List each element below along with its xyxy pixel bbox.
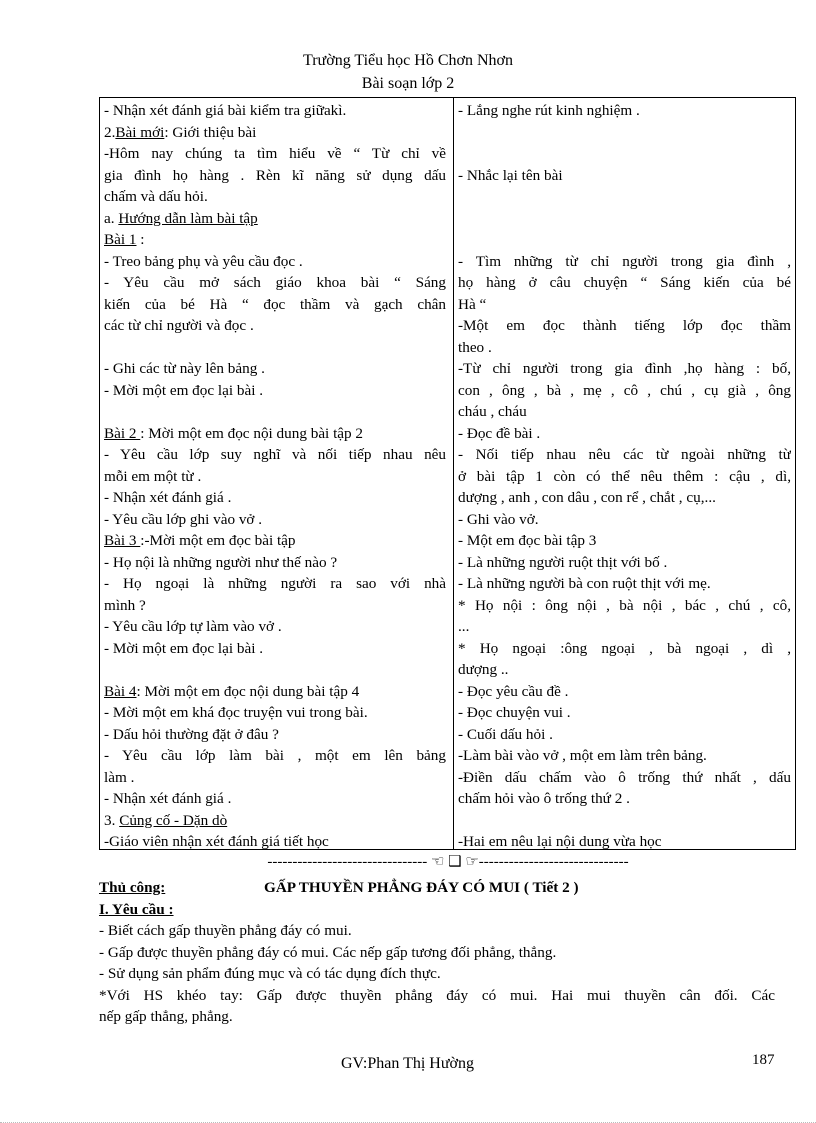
student-activity-line: - Đọc đề bài .: [458, 424, 541, 442]
teacher-activity-line: Bài 4: Mời một em đọc nội dung bài tập 4: [104, 682, 360, 700]
requirements-heading: I. Yêu cầu :: [99, 901, 174, 918]
teacher-activity-line: - Yêu cầu lớp tự làm vào vở .: [104, 618, 282, 635]
section-title: GẤP THUYỀN PHẲNG ĐÁY CÓ MUI ( Tiết 2 ): [264, 879, 579, 896]
teacher-activity-line: [104, 337, 446, 359]
underlined-heading: Bài mới: [115, 123, 165, 141]
underlined-heading: Bài 4: [104, 682, 137, 700]
student-activity-line: [458, 810, 791, 832]
lesson-table: [99, 97, 796, 850]
teacher-activity-line: - Nhận xét đánh giá .: [104, 489, 232, 506]
requirement-item: - Gấp được thuyền phẳng đáy có mui. Các nếp gấp tương đối phẳng, thẳng.: [99, 943, 557, 961]
teacher-activity-line: - Mời một em đọc lại bài .: [104, 639, 264, 657]
teacher-activity-line: Bài 3 :-Mời một em đọc bài tập: [104, 532, 296, 549]
teacher-activity-line: [104, 659, 446, 681]
student-activity-line: dượng , anh , con dâu , con rể , chắt , cụ,...: [458, 489, 716, 506]
section-heading-line: [99, 877, 799, 899]
student-activity-line: -Hai em nêu lại nội dung vừa học: [458, 833, 662, 850]
teacher-activity-line: - Nhận xét đánh giá bài kiểm tra giữakì.: [104, 102, 347, 119]
teacher-activity-line: - Nhận xét đánh giá .: [104, 790, 232, 807]
student-activity-line: - Tìm những từ chỉ người trong gia đình ,: [458, 252, 791, 270]
teacher-name: GV:Phan Thị Hường: [341, 1055, 474, 1072]
student-activity-line: ...: [458, 618, 470, 635]
student-activity-line: - Nhắc lại tên bài: [458, 166, 563, 184]
underlined-heading: Bài 1: [104, 231, 137, 248]
teacher-activity-line: - Mời một em khá đọc truyện vui trong bài.: [104, 704, 368, 721]
student-activities-column: [458, 100, 791, 853]
requirement-item: - Sử dụng sản phẩm đúng mục và có tác dụng đích thực.: [99, 965, 441, 982]
teacher-activity-line: - Yêu cầu lớp suy nghĩ và nối tiếp nhau nêu: [104, 446, 446, 463]
lesson-title: Bài soạn lớp 2: [361, 75, 455, 92]
teacher-activity-line: - Mời một em đọc lại bài .: [104, 381, 264, 399]
student-activity-line: [458, 122, 791, 144]
teacher-activity-line: mình ?: [104, 596, 146, 614]
page-number: 187: [752, 1052, 775, 1068]
teacher-activity-line: gia đình họ hàng . Rèn kĩ năng sử dụng dấu: [104, 166, 446, 184]
teacher-activity-line: - Dấu hỏi thường đặt ở đâu ?: [104, 725, 279, 743]
student-activity-line: - Nối tiếp nhau nêu các từ ngoài những từ: [458, 446, 791, 463]
teacher-activity-line: Bài 2 : Mời một em đọc nội dung bài tập 2: [104, 424, 364, 442]
teacher-activity-line: 2.Bài mới: Giới thiệu bài: [104, 123, 257, 141]
underlined-heading: Hướng dẫn làm bài tập: [118, 209, 258, 227]
student-activity-line: * Họ ngoại :ông ngoại , bà ngoại , dì ,: [458, 639, 791, 657]
teacher-activity-line: mỗi em một từ .: [104, 467, 202, 485]
student-activity-line: dượng ..: [458, 661, 509, 678]
section-separator: -------------------------------- ☜ ❑ ☞------------------------------: [267, 854, 629, 870]
student-activity-line: - Là những người ruột thịt với bố .: [458, 553, 668, 571]
teacher-activity-line: kiến của bé Hà “ đọc thầm và gạch chân: [104, 295, 446, 313]
requirements-heading-line: [99, 899, 799, 921]
column-divider: [453, 98, 454, 849]
teacher-activity-line: -Giáo viên nhận xét đánh giá tiết học: [104, 833, 329, 850]
teacher-activity-line: - Họ ngoại là những người ra sao với nhà: [104, 575, 446, 592]
teacher-activity-line: - Yêu cầu lớp ghi vào vở .: [104, 510, 263, 528]
requirement-item: - Biết cách gấp thuyền phẳng đáy có mui.: [99, 922, 352, 939]
student-activity-line: - Cuối dấu hỏi .: [458, 725, 553, 743]
student-activity-line: -Làm bài vào vở , một em làm trên bảng.: [458, 747, 707, 764]
underlined-heading: Bài 2: [104, 424, 141, 442]
student-activity-line: [458, 186, 791, 208]
teacher-activity-line: - Ghi các từ này lên bảng .: [104, 360, 265, 377]
student-activity-line: -Điền dấu chấm vào ô trống thứ nhất , dấu: [458, 768, 791, 786]
requirements-list: [99, 920, 799, 1028]
teacher-activity-line: [104, 401, 446, 423]
teacher-activities-column: [104, 100, 446, 853]
requirement-item: nếp gấp thẳng, phẳng.: [99, 1008, 233, 1025]
student-activity-line: - Là những người bà con ruột thịt với mẹ.: [458, 575, 711, 592]
school-name: Trường Tiểu học Hồ Chơn Nhơn: [303, 52, 513, 69]
student-activity-line: * Họ nội : ông nội , bà nội , bác , chú , cô,: [458, 596, 791, 614]
teacher-activity-line: các từ chỉ người và đọc .: [104, 317, 254, 334]
student-activity-line: - Ghi vào vở.: [458, 510, 539, 528]
student-activity-line: -Một em đọc thành tiếng lớp đọc thầm: [458, 317, 791, 334]
teacher-activity-line: - Yêu cầu mở sách giáo khoa bài “ Sáng: [104, 274, 446, 291]
student-activity-line: - Lắng nghe rút kinh nghiệm .: [458, 102, 640, 119]
teacher-activity-line: a. Hướng dẫn làm bài tập: [104, 209, 258, 227]
teacher-activity-line: Bài 1 :: [104, 231, 145, 248]
underlined-heading: Bài 3: [104, 532, 141, 549]
student-activity-line: họ hàng ở câu chuyện “ Sáng kiến của bé: [458, 274, 791, 291]
subject-label: Thủ công:: [99, 879, 166, 896]
teacher-activity-line: - Treo bảng phụ và yêu cầu đọc .: [104, 252, 303, 270]
teacher-activity-line: chấm và dấu hỏi.: [104, 188, 208, 205]
student-activity-line: theo .: [458, 338, 492, 356]
student-activity-line: - Một em đọc bài tập 3: [458, 532, 597, 549]
student-activity-line: con , ông , bà , mẹ , cô , chú , cụ già , ông: [458, 381, 791, 399]
teacher-activity-line: làm .: [104, 768, 135, 786]
student-activity-line: [458, 143, 791, 165]
student-activity-line: - Đọc chuyện vui .: [458, 704, 571, 721]
student-activity-line: Hà “: [458, 295, 487, 313]
student-activity-line: -Từ chỉ người trong gia đình ,họ hàng : bố,: [458, 360, 791, 377]
student-activity-line: [458, 229, 791, 251]
teacher-activity-line: -Hôm nay chúng ta tìm hiểu về “ Từ chỉ về: [104, 145, 446, 162]
teacher-activity-line: 3. Củng cố - Dặn dò: [104, 811, 228, 829]
teacher-activity-line: - Yêu cầu lớp làm bài , một em lên bảng: [104, 747, 446, 764]
student-activity-line: ở bài tập 1 còn có thể nêu thêm : cậu , dì,: [458, 467, 791, 485]
student-activity-line: cháu , cháu: [458, 403, 527, 420]
teacher-activity-line: - Họ nội là những người như thế nào ?: [104, 553, 338, 571]
requirement-item: *Với HS khéo tay: Gấp được thuyền phẳng đáy có mui. Hai mui thuyền cân đối. Các: [99, 986, 775, 1004]
underlined-heading: Củng cố - Dặn dò: [119, 811, 228, 829]
student-activity-line: [458, 208, 791, 230]
student-activity-line: - Đọc yêu cầu đề .: [458, 682, 569, 700]
student-activity-line: chấm hỏi vào ô trống thứ 2 .: [458, 790, 630, 807]
